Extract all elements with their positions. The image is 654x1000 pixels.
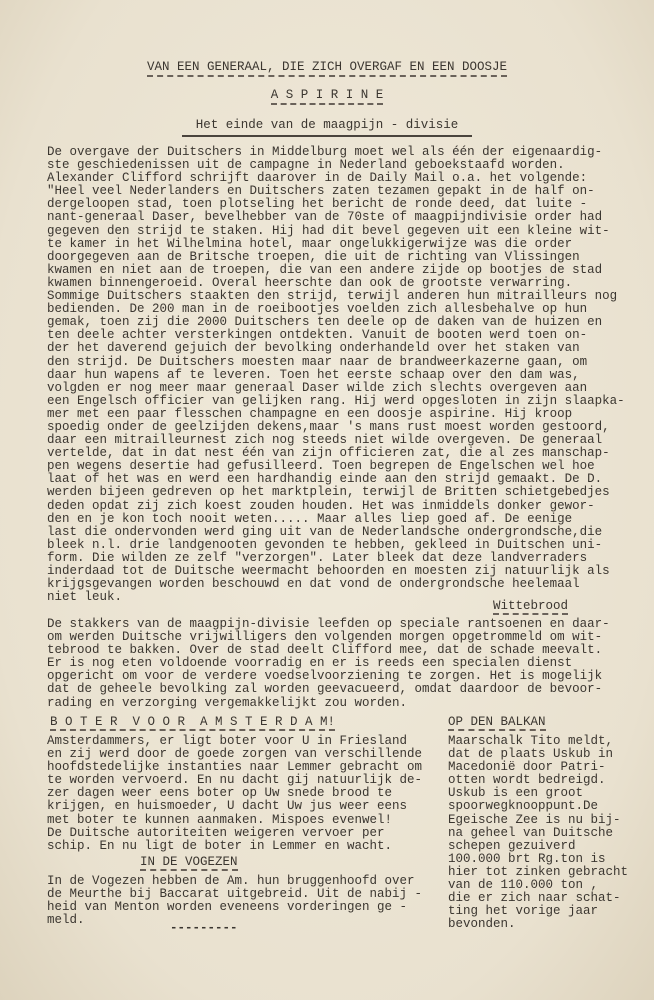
text-line: met boter te kunnen aanmaken. Mispoes evenwel! [47, 812, 393, 827]
text-line: gemak, toen zij die 2000 Duitschers ten deele op de daken van de huizen en [47, 315, 603, 330]
title-text: VAN EEN GENERAAL, DIE ZICH OVERGAF EN EEN DOOSJE [147, 60, 507, 77]
text-line: kwamen en niet aan de troepen, die van een andere zijde op bootjes de stad [47, 262, 603, 277]
text-line: van de 110.000 ton , [448, 878, 599, 893]
text-line: vertelde, dat in dat nest één van zijn officieren zat, die al zes manschap- [47, 446, 610, 461]
text-line: otten wordt bedreigd. [448, 773, 606, 788]
text-line: De overgave der Duitschers in Middelburg moet wel als één der eigenaardig- [47, 145, 603, 159]
text-line: dergeloopen stad, toen plotseling het bericht de ronde deed, dat luite - [47, 197, 588, 212]
boter-text: B O T E R V O O R A M S T E R D A M! [50, 715, 336, 729]
text-line: inderdaad tot de Duitsche weermacht behoorden en moesten zij natuurlijk als [47, 564, 610, 578]
text-line: doorgegeven aan de Britsche troepen, die uit de richting van Vlissingen [47, 249, 580, 264]
text-line: den strijd. De Duitschers moesten maar naar de brandweerkazerne gaan, om [47, 354, 588, 369]
section-heading-boter [50, 716, 335, 729]
section-heading-vogezen [140, 856, 238, 869]
text-line: de Meurthe bij Baccarat uitgebreid. Uit de nabij - [47, 887, 423, 902]
text-line: daar een mitrailleurnest zich nog steeds niet wilde overgeven. De generaal [47, 433, 603, 448]
subtitle-text: Het einde van de maagpijn - divisie [182, 118, 473, 137]
text-line: te kamer in het Wilhelmina hotel, maar ongelukkigerwijze was die order [47, 236, 573, 251]
text-line: tebrood te bakken. Over de stad deelt Clifford mee, dat de schade meevalt. [47, 643, 603, 658]
vogezen-text: IN DE VOGEZEN [140, 855, 238, 869]
text-line: deden opdat zij zich koest zouden houden. Het was inmiddels donker gewor- [47, 498, 595, 513]
text-line: Maarschalk Tito meldt, [448, 734, 614, 748]
text-line: 100.000 brt Rg.ton is [448, 851, 606, 866]
text-line: De Duitsche autoriteiten weigeren vervoer per [47, 825, 385, 840]
text-line: De stakkers van de maagpijn-divisie leefden op speciale rantsoenen en daar- [47, 617, 610, 631]
text-line: Macedonië door Patri- [448, 760, 606, 775]
text-line: bleek n.l. drie landgenooten gevonden te hebben, gekleed in Duitschen uni- [47, 537, 603, 552]
text-line: volgden er nog meer maar generaal Daser wilde zich slechts overgeven aan [47, 380, 588, 395]
text-line: bedienden. De 200 man in de roeibootjes voelden zich allesbehalve op hun [47, 302, 588, 317]
main-paragraph [47, 146, 625, 604]
text-line: last die ondervonden werd ging uit van de Nederlandsche ondergrondsche,die [47, 524, 603, 539]
text-line: "Heel veel Nederlanders en Duitschers zaten tezamen gepakt in de half on- [47, 184, 595, 199]
text-line: Alexander Clifford schrijft daarover in de Daily Mail o.a. het volgende: [47, 171, 588, 186]
text-line: ten deele achter versterkingen ontdekten. Vanuit de booten werd toen on- [47, 328, 588, 343]
text-line: heid van Menton worden eveneens vorderingen ge - [47, 900, 408, 915]
document-subtitle [0, 118, 654, 132]
text-line: rading en verzorging vergemakkelijkt zou worden. [47, 695, 408, 710]
balkan-paragraph [448, 735, 628, 931]
text-line: den en je kon toch nooit weten..... Maar alles liep goed af. De eenige [47, 511, 573, 526]
text-line: nant-generaal Daser, bevelhebber van de 70ste of maagpijndivisie order had [47, 210, 603, 225]
text-line: mer met een paar flesschen champagne en een doosje aspirine. Hij kroop [47, 406, 573, 421]
wittebrood-paragraph [47, 618, 610, 710]
text-line: In de Vogezen hebben de Am. hun bruggenhoofd over [47, 874, 415, 888]
balkan-text: OP DEN BALKAN [448, 715, 546, 729]
text-line: hoofdstedelijke instanties naar Lemmer gebracht om [47, 760, 423, 775]
text-line: schepen gezuiverd [448, 838, 576, 853]
document-title [0, 60, 654, 74]
wittebrood-text: Wittebrood [493, 599, 569, 613]
text-line: na geheel van Duitsche [448, 825, 614, 840]
section-heading-wittebrood [493, 600, 568, 613]
text-line: dat de plaats Uskub in [448, 747, 614, 762]
text-line: zer dagen weer eens boter op Uw snede brood te [47, 786, 393, 801]
text-line: en zij werd door de goede zorgen van verschillende [47, 747, 423, 762]
text-line: om werden Duitsche vrijwilligers den volgenden morgen opgetrommeld om wit- [47, 630, 603, 645]
separator-line: --------- [170, 921, 238, 935]
text-line: form. Die wilden ze zelf "verzorgen". Later bleek dat deze landverraders [47, 550, 588, 565]
boter-paragraph [47, 735, 422, 853]
text-line: Er is nog eten voldoende voorradig en er is reeds een specialen dienst [47, 656, 573, 671]
text-line: een Engelsch officier van gelijken rang. Hij werd opgesloten in zijn slaapka- [47, 393, 625, 408]
title2-text: A S P I R I N E [271, 88, 384, 105]
text-line: spoorwegknooppunt.De [448, 799, 599, 814]
text-line: ting het vorige jaar [448, 904, 599, 919]
text-line: spoedig onder de geelzijden dekens,maar 's mans rust moest worden gestoord, [47, 419, 610, 434]
text-line: Egeische Zee is nu bij- [448, 812, 621, 827]
text-line: die er zich naar schat- [448, 891, 621, 906]
text-line: hier tot zinken gebracht [448, 864, 629, 879]
text-line: kwamen binnengeroeid. Overal heerschte dan ook de grootste verwarring. [47, 275, 573, 290]
text-line: werden bijeen gedreven op het marktplein, terwijl de Britten schietgebedjes [47, 485, 610, 500]
text-line: pen wegens desertie had gefusilleerd. Toen begrepen de Engelschen wel hoe [47, 459, 595, 474]
document-title-aspirine [0, 88, 654, 102]
text-line: schip. En nu ligt de boter in Lemmer en wacht. [47, 838, 393, 853]
text-line: laat of het was en werd een hardhandig einde aan den strijd gemaakt. De D. [47, 472, 603, 487]
text-line: ste geschiedenissen uit de campagne in Nederland geboekstaafd worden. [47, 158, 565, 173]
text-line: krijgen, en huismoeder, U dacht Uw jus weer eens [47, 799, 408, 814]
text-line: Uskub is een groot [448, 786, 584, 801]
text-line: gegeven den strijd te staken. Hij had dit bevel gegeven uit een kleine wit- [47, 223, 610, 238]
section-heading-balkan [448, 716, 546, 729]
vogezen-paragraph [47, 875, 422, 927]
text-line: der het daverend gejuich der bevolking onderhandeld over het staken van [47, 341, 580, 356]
text-line: niet leuk. [47, 590, 123, 605]
text-line: meld. [47, 913, 85, 928]
text-line: daar hun wapens af te leveren. Toen het eerste schaap over den dam was, [47, 367, 580, 382]
text-line: opgericht om voor de verdere voedselvoorziening te zorgen. Het is mogelijk [47, 669, 603, 684]
text-line: te worden vervoerd. En nu dacht gij natuurlijk de- [47, 773, 423, 788]
text-line: Sommige Duitschers staakten den strijd, terwijl anderen hun mitrailleurs nog [47, 289, 618, 304]
text-line: dat de geheele bevolking zal worden geevacueerd, omdat daardoor de bevoor- [47, 682, 603, 697]
text-line: Amsterdammers, er ligt boter voor U in Friesland [47, 734, 408, 748]
text-line: krijgsgevangen worden beschouwd en dat vond de ondergrondsche heelemaal [47, 577, 580, 592]
text-line: bevonden. [448, 917, 516, 932]
